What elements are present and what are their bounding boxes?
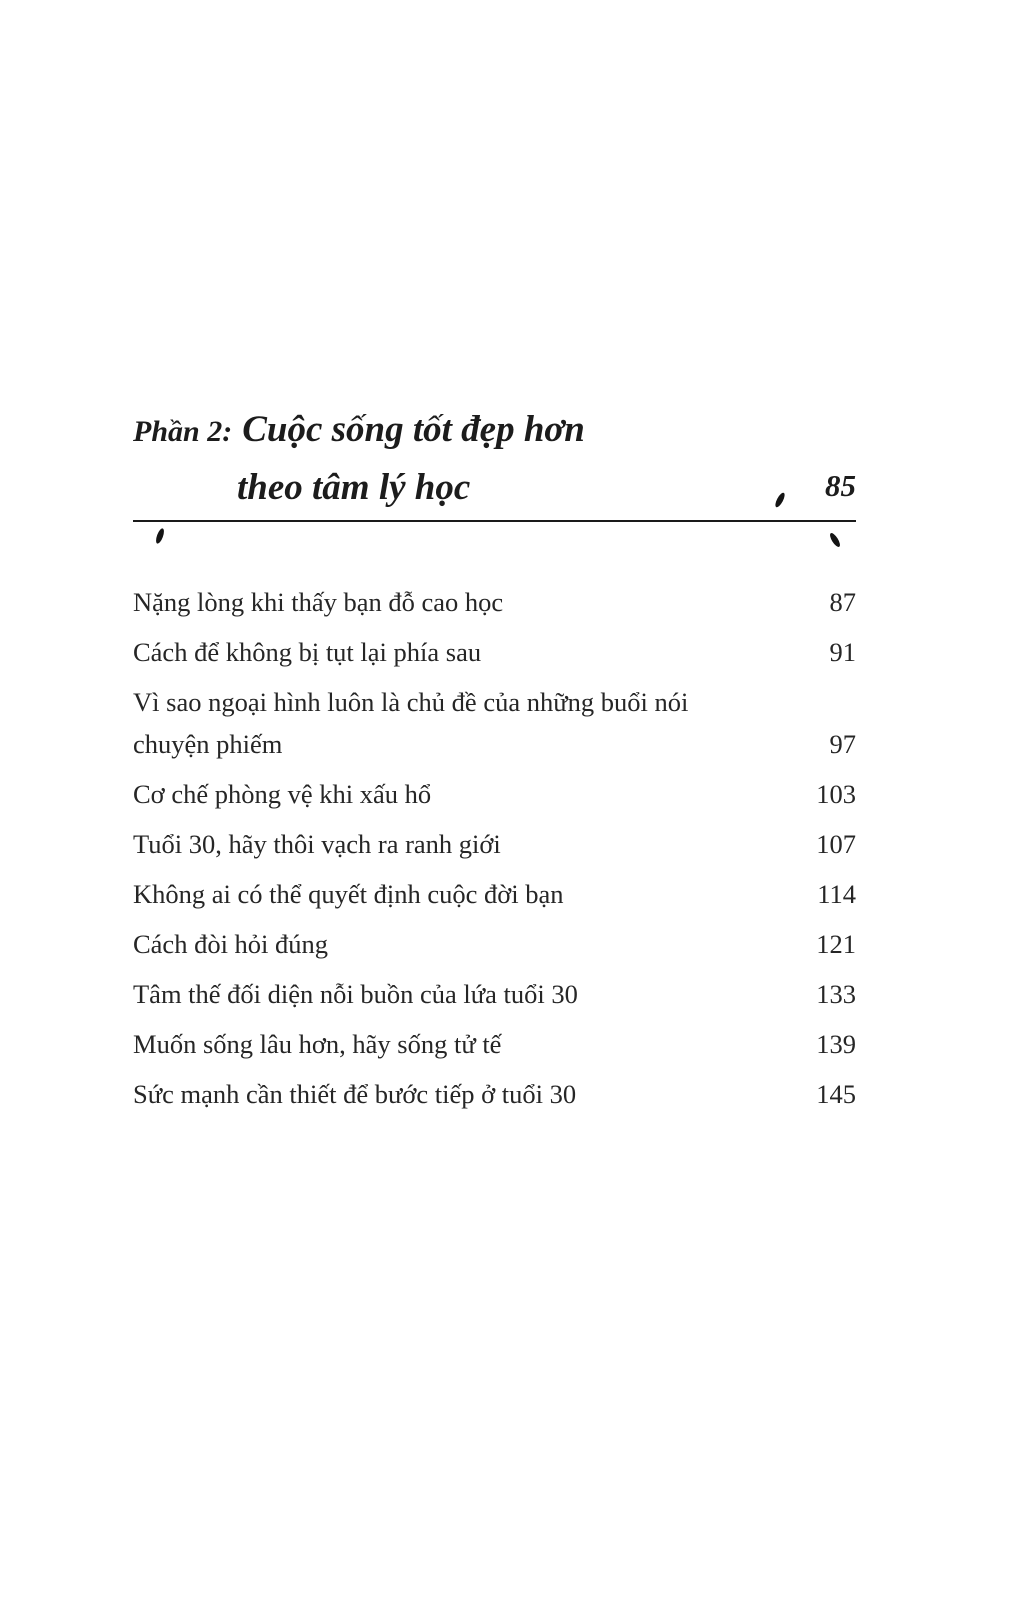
toc-entry [133,923,856,965]
toc-entry [133,823,856,865]
toc-entry [133,581,856,623]
toc-entry-title: Vì sao ngoại hình luôn là chủ đề của những buổi nói chuyện phiếm [133,687,689,759]
part-label: Phần 2: [133,415,233,448]
toc-entry-title: Không ai có thể quyết định cuộc đời bạn [133,879,564,909]
toc-entry-page: 91 [829,637,856,667]
toc-entry-title: Cách để không bị tụt lại phía sau [133,637,482,667]
toc-entry-page: 97 [829,729,856,759]
toc-entry [133,681,856,765]
toc-entry-title: Tuổi 30, hãy thôi vạch ra ranh giới [133,829,501,859]
ink-drop-icon [154,527,165,544]
toc-entry-page: 107 [816,829,856,859]
toc-page [133,402,856,1123]
toc-entry [133,1073,856,1115]
divider-rule [133,520,856,522]
toc-entry [133,773,856,815]
part-header [133,402,856,516]
toc-entry [133,873,856,915]
toc-entry [133,973,856,1015]
toc-entry-page: 145 [816,1079,856,1109]
toc-entry-page: 139 [816,1029,856,1059]
toc-entry-title: Nặng lòng khi thấy bạn đỗ cao học [133,587,504,617]
part-page-number: 85 [825,468,856,503]
toc-entry-page: 103 [816,779,856,809]
toc-entry-title: Cách đòi hỏi đúng [133,929,329,959]
part-title-line1 [133,402,856,460]
part-title-line2: theo tâm lý học [237,467,471,508]
toc-entry-page: 87 [829,587,856,617]
toc-entry [133,631,856,673]
ink-drop-icon [828,532,842,549]
toc-entry-page: 121 [816,929,856,959]
toc-list [133,581,856,1115]
toc-entry-title: Sức mạnh cần thiết để bước tiếp ở tuổi 30 [133,1079,577,1109]
toc-entry [133,1023,856,1065]
part-title-text: Cuộc sống tốt đẹp hơn [242,409,585,450]
toc-entry-title: Tâm thế đối diện nỗi buồn của lứa tuổi 30 [133,979,578,1009]
toc-entry-page: 114 [817,879,856,909]
toc-entry-title: Cơ chế phòng vệ khi xấu hổ [133,779,432,809]
toc-entry-title: Muốn sống lâu hơn, hãy sống tử tế [133,1029,502,1059]
toc-entry-page: 133 [816,979,856,1009]
